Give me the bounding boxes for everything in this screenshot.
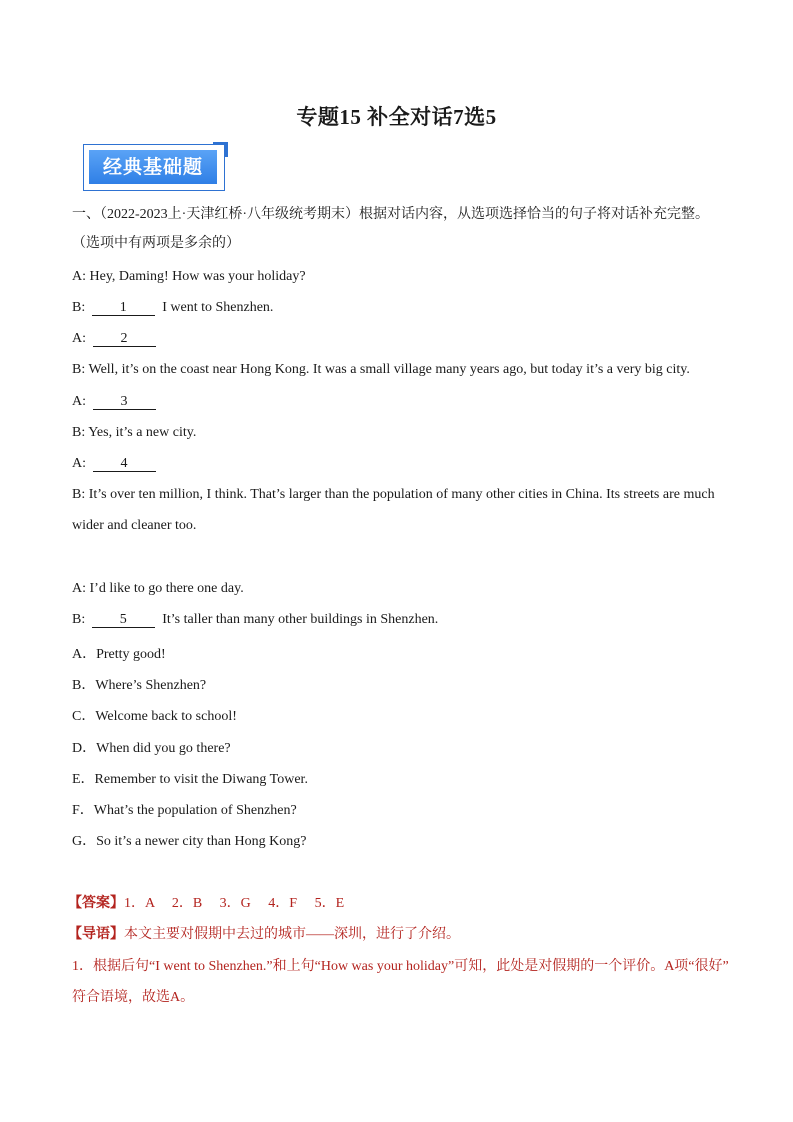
section-badge	[80, 142, 230, 192]
answer-blank-5[interactable]: 5	[92, 613, 155, 628]
option-a: A．Pretty good!	[72, 647, 166, 662]
guide-label: 【导语】	[68, 927, 124, 942]
dialogue-line-6	[72, 425, 196, 441]
explanation-line-1: 1．根据后句“I went to Shenzhen.”和上句“How was your holiday”可知，此处是对假期的一个评价。A项“很好”	[72, 959, 729, 974]
option-c: C．Welcome back to school!	[72, 709, 237, 724]
dialogue-line-3	[72, 331, 160, 347]
dialogue-text: I went to Shenzhen.	[162, 300, 274, 315]
page-title: 专题15 补全对话7选5	[296, 105, 497, 129]
speaker: B:	[72, 425, 86, 440]
dialogue-line-8	[72, 487, 715, 503]
dialogue-text: Well, it’s on the coast near Hong Kong. It was a small village many years ago, but today it’s a very big city.	[88, 362, 690, 377]
speaker: B:	[72, 362, 86, 377]
option-d: D．When did you go there?	[72, 741, 231, 756]
question-intro: 一、（2022-2023上·天津红桥·八年级统考期末）根据对话内容，从选项选择恰当的句子将对话补充完整。（选项中有两项是多余的）	[72, 207, 709, 251]
speaker: B:	[72, 487, 86, 502]
speaker: B:	[72, 612, 86, 627]
dialogue-line-5	[72, 394, 160, 410]
dialogue-line-7	[72, 456, 160, 472]
dialogue-text: Yes, it’s a new city.	[88, 425, 197, 440]
answer-blank-3[interactable]: 3	[93, 395, 156, 410]
guide-line	[68, 923, 460, 943]
speaker: A:	[72, 394, 86, 409]
dialogue-line-2	[72, 300, 273, 316]
option-g: G．So it’s a newer city than Hong Kong?	[72, 834, 307, 849]
dialogue-line-1	[72, 269, 306, 285]
answer-line	[68, 892, 344, 912]
guide-text: 本文主要对假期中去过的城市——深圳，进行了介绍。	[124, 927, 460, 942]
speaker: A:	[72, 456, 86, 471]
speaker: B:	[72, 300, 86, 315]
dialogue-line-4	[72, 362, 690, 378]
dialogue-text: wider and cleaner too.	[72, 518, 197, 533]
answer-text: 1．A 2．B 3．G 4．F 5．E	[124, 896, 345, 911]
dialogue-text: I’d like to go there one day.	[89, 581, 244, 596]
speaker: A:	[72, 331, 86, 346]
answer-blank-1[interactable]: 1	[92, 301, 155, 316]
speaker: A:	[72, 581, 86, 596]
dialogue-line-8-continued	[72, 518, 196, 534]
option-f: F．What’s the population of Shenzhen?	[72, 803, 297, 818]
dialogue-line-9	[72, 581, 244, 597]
answer-blank-4[interactable]: 4	[93, 457, 156, 472]
answer-blank-2[interactable]: 2	[93, 332, 156, 347]
answer-label: 【答案】	[68, 896, 124, 911]
dialogue-text: It’s taller than many other buildings in Shenzhen.	[162, 612, 439, 627]
option-b: B．Where’s Shenzhen?	[72, 678, 207, 693]
explanation-line-2: 符合语境，故选A。	[72, 990, 195, 1005]
speaker: A:	[72, 269, 86, 284]
dialogue-text: It’s over ten million, I think. That’s larger than the population of many other cities in China. Its streets are much	[88, 487, 715, 502]
dialogue-line-10	[72, 612, 438, 628]
option-e: E．Remember to visit the Diwang Tower.	[72, 772, 308, 787]
dialogue-text: Hey, Daming! How was your holiday?	[89, 269, 306, 284]
badge-label: 经典基础题	[89, 150, 217, 184]
